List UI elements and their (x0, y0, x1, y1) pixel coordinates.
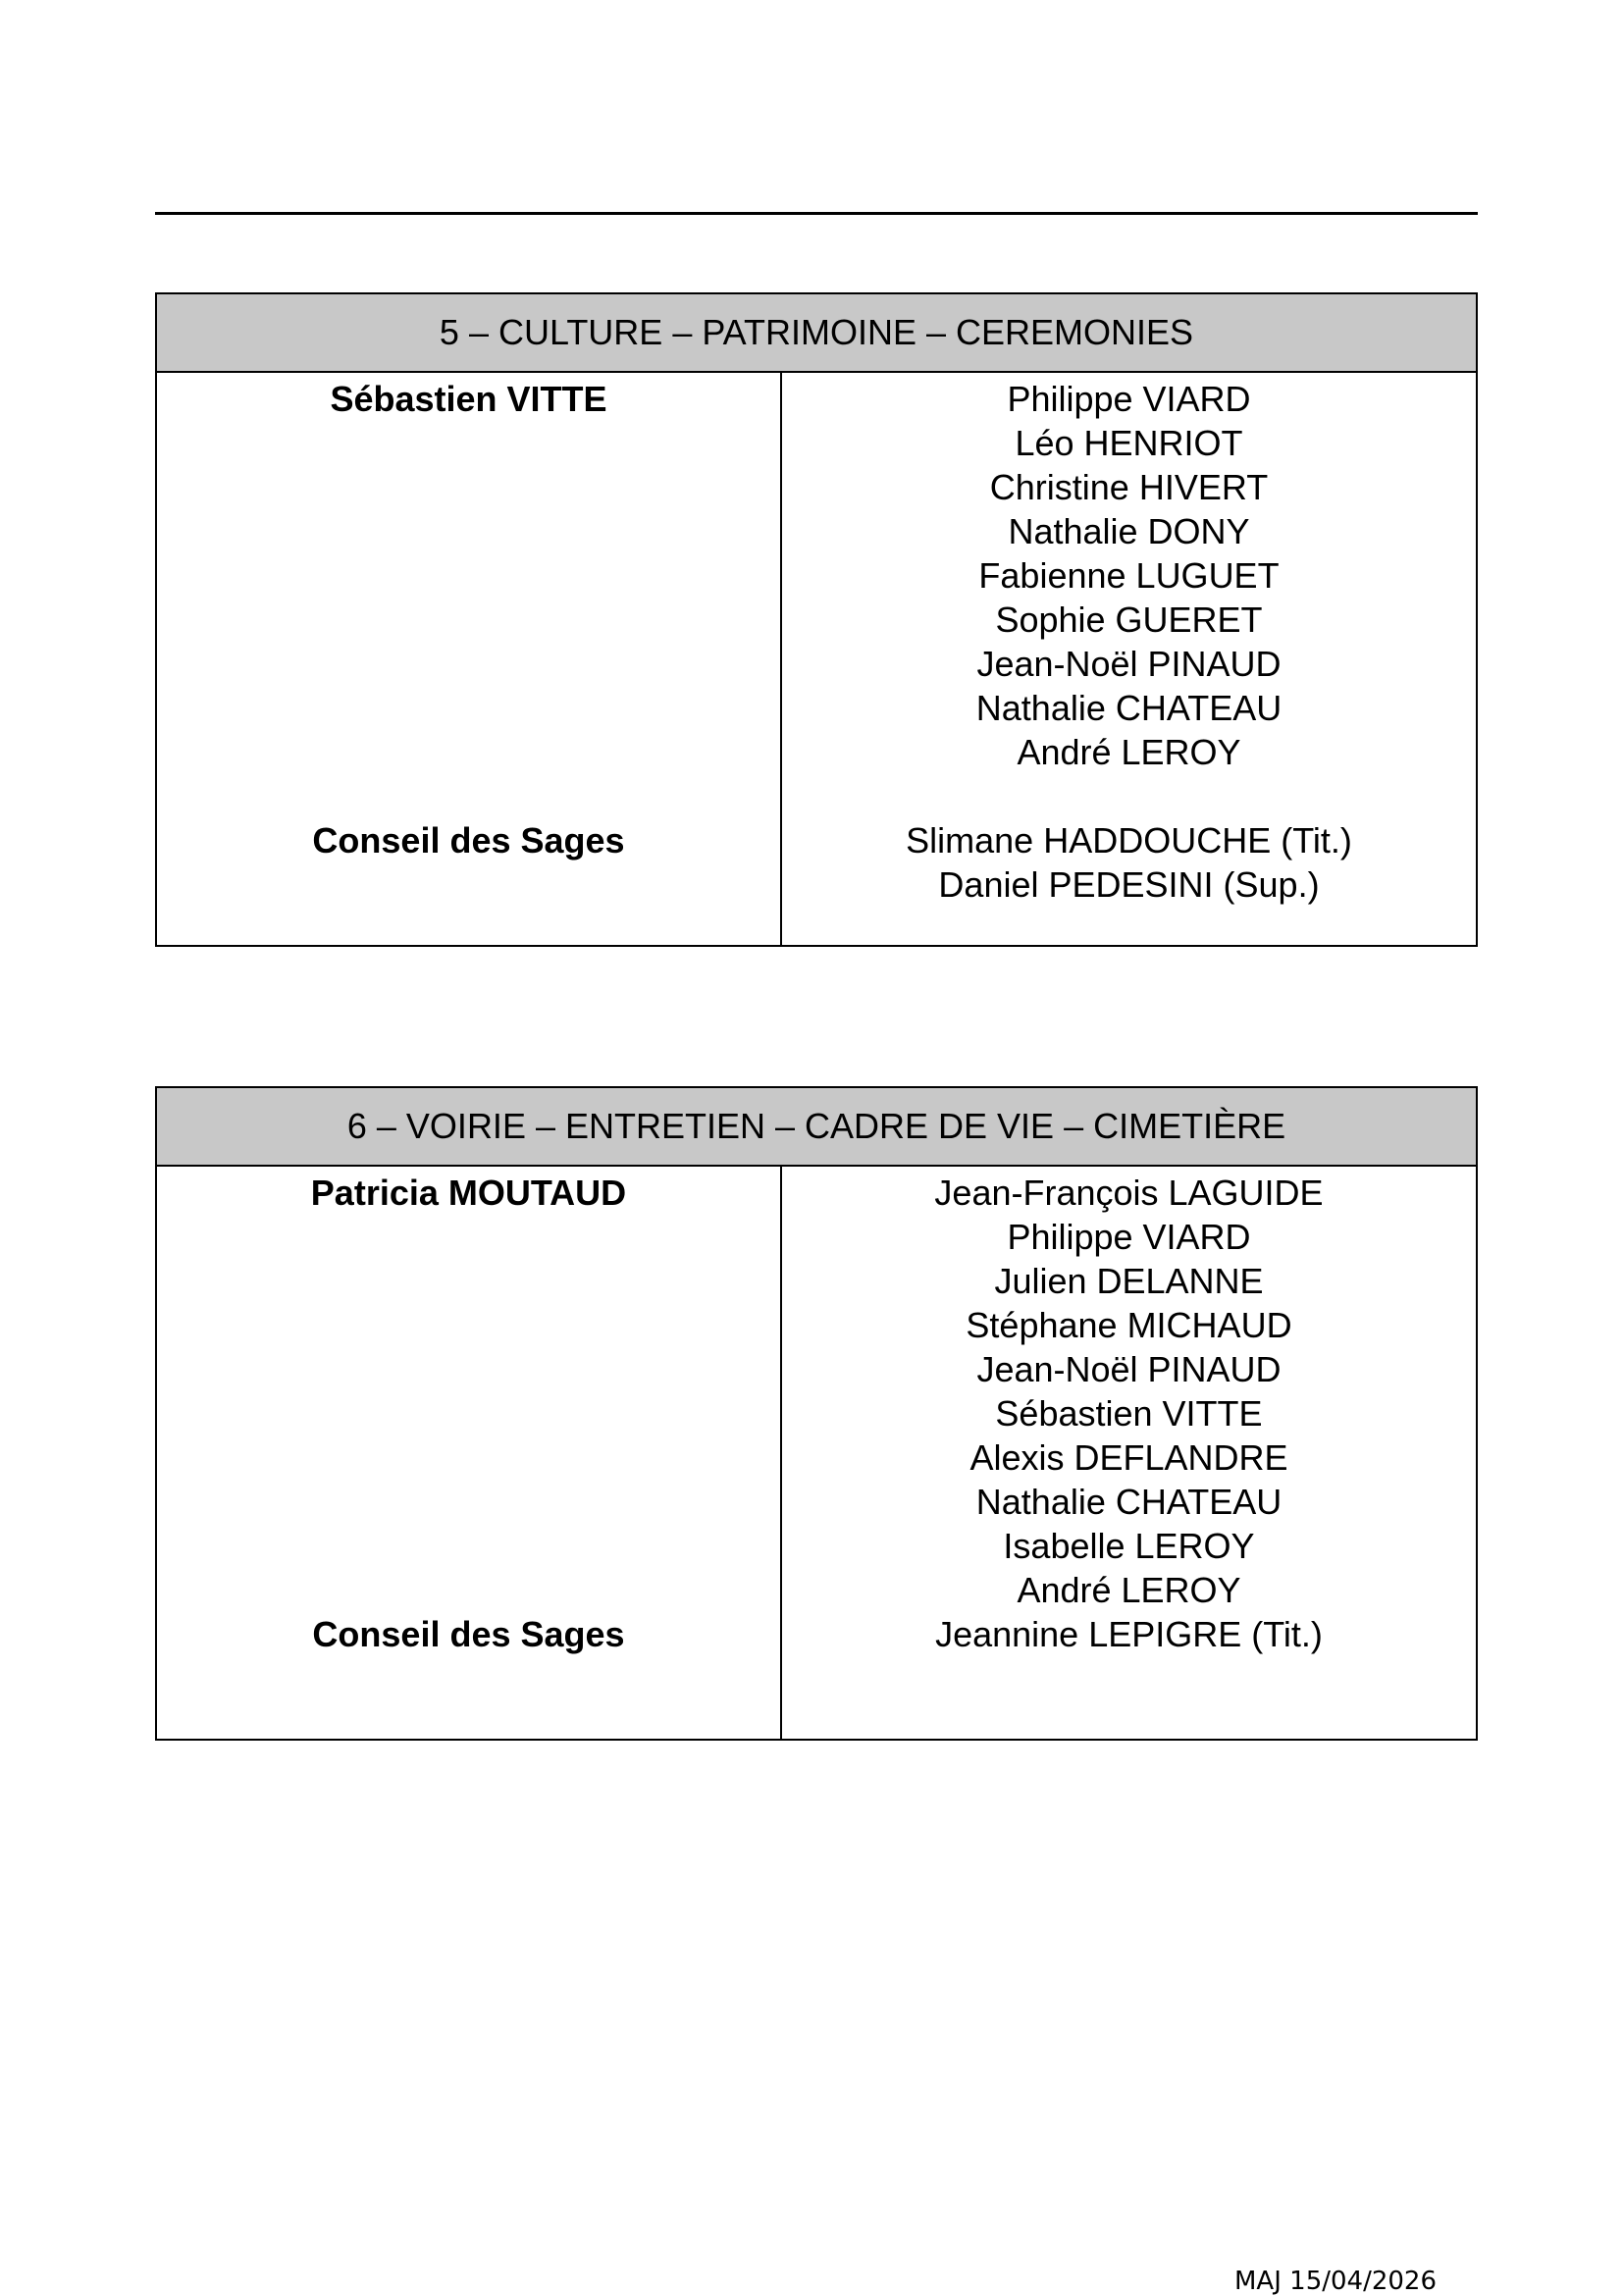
committee-lead: Sébastien VITTE (330, 379, 607, 419)
update-date: MAJ 15/04/2026 (1234, 2267, 1438, 2296)
member-item: Nathalie CHATEAU (975, 1482, 1283, 1522)
member-item: Fabienne LUGUET (978, 555, 1280, 596)
member-item: Julien DELANNE (994, 1261, 1264, 1301)
member-list (782, 1171, 1476, 1612)
member-item: Jean-Noël PINAUD (976, 644, 1282, 684)
member-item: Jean-Noël PINAUD (976, 1349, 1282, 1389)
sages-item: Jeannine LEPIGRE (Tit.) (935, 1614, 1323, 1654)
sages-label: Conseil des Sages (312, 1614, 625, 1654)
members-column (782, 373, 1476, 945)
member-item: Jean-François LAGUIDE (934, 1173, 1324, 1213)
member-list (782, 377, 1476, 774)
sages-list (782, 1612, 1476, 1656)
member-item: Stéphane MICHAUD (966, 1305, 1292, 1345)
committee-body (157, 1167, 1476, 1739)
member-item: Nathalie DONY (1008, 511, 1250, 551)
lead-column (157, 1167, 782, 1739)
sages-list (782, 818, 1476, 907)
committee-table-6 (155, 1086, 1478, 1741)
committee-table-5 (155, 292, 1478, 947)
member-item: Alexis DEFLANDRE (969, 1437, 1288, 1478)
committee-title: 5 – CULTURE – PATRIMOINE – CEREMONIES (157, 294, 1476, 373)
members-column (782, 1167, 1476, 1739)
committee-body (157, 373, 1476, 945)
committee-title: 6 – VOIRIE – ENTRETIEN – CADRE DE VIE – CIMETIÈRE (157, 1088, 1476, 1167)
member-item: Philippe VIARD (1007, 1217, 1251, 1257)
member-item: Léo HENRIOT (1015, 423, 1243, 463)
member-item: André LEROY (1017, 732, 1241, 772)
member-item: Philippe VIARD (1007, 379, 1251, 419)
member-item: Nathalie CHATEAU (975, 688, 1283, 728)
member-item: Sébastien VITTE (995, 1393, 1263, 1434)
top-rule (155, 212, 1478, 215)
sages-label: Conseil des Sages (312, 820, 625, 861)
lead-column (157, 373, 782, 945)
committee-lead: Patricia MOUTAUD (310, 1173, 627, 1213)
member-item: André LEROY (1017, 1570, 1241, 1610)
member-item: Sophie GUERET (995, 600, 1263, 640)
member-item: Christine HIVERT (989, 467, 1269, 507)
sages-item: Daniel PEDESINI (Sup.) (938, 864, 1320, 905)
member-item: Isabelle LEROY (1003, 1526, 1255, 1566)
sages-item: Slimane HADDOUCHE (Tit.) (906, 820, 1352, 861)
